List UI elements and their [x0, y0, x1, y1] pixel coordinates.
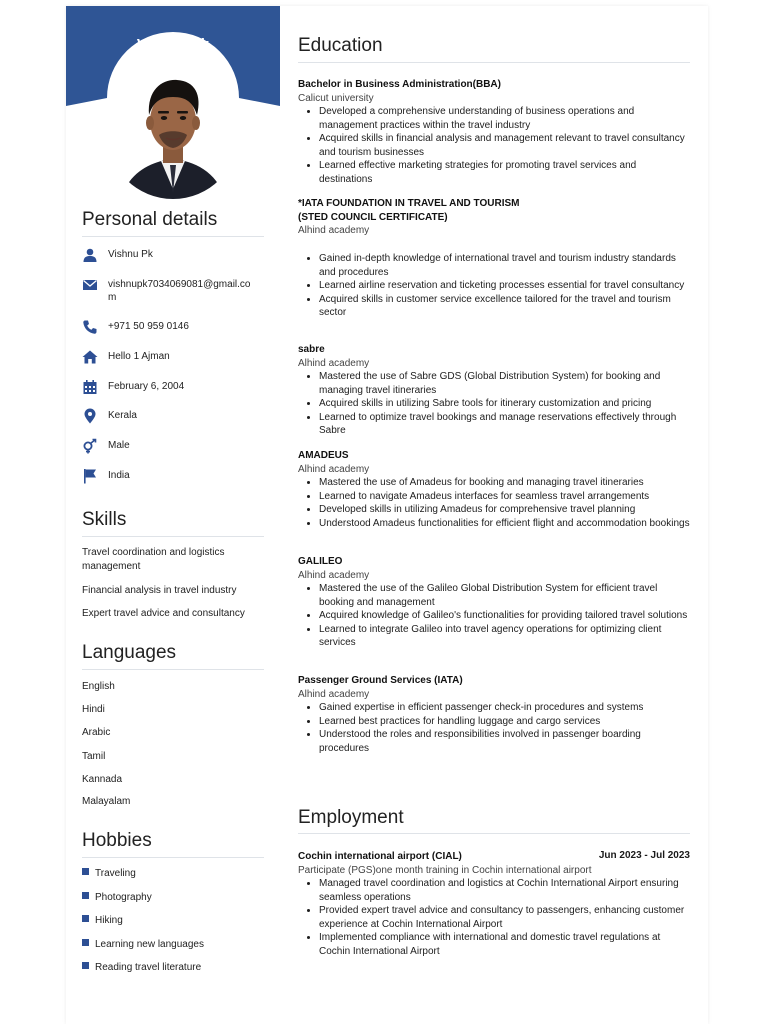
hobby-item [82, 868, 136, 879]
hobby-item [82, 892, 152, 903]
hobby-label: Traveling [95, 868, 136, 879]
entry-title: sabre [298, 344, 325, 355]
entry-title: AMADEUS [298, 450, 349, 461]
employment-heading: Employment [298, 807, 404, 828]
personal-detail-text: February 6, 2004 [108, 381, 185, 392]
home-icon [82, 349, 98, 365]
section-divider [82, 669, 264, 670]
bullet-item: • Developed skills in utilizing Amadeus for comprehensive travel planning [319, 503, 690, 517]
bullet-item: • Learned effective marketing strategies for promoting travel services and destinations [319, 159, 690, 186]
bullet-item: • Learned to optimize travel bookings and manage reservations effectively through Sabre [319, 411, 690, 438]
bullet-item: • Developed a comprehensive understanding of business operations and management practices within the travel industry [319, 105, 690, 132]
mail-icon [82, 277, 98, 293]
hobby-label: Photography [95, 892, 152, 903]
entry-title: *IATA FOUNDATION IN TRAVEL AND TOURISM (STED COUNCIL CERTIFICATE) [298, 198, 520, 223]
bullet-item: • Learned best practices for handling luggage and cargo services [319, 715, 690, 729]
bullet-item: • Mastered the use of the Galileo Global Distribution System for efficient travel booking and management [319, 582, 690, 609]
sidebar [66, 6, 280, 1024]
entry-title: GALILEO [298, 556, 343, 567]
entry-bullets [298, 701, 690, 755]
education-entry [298, 343, 690, 438]
entry-bullets [298, 582, 690, 650]
personal-detail-text: Kerala [108, 410, 137, 421]
hobby-item [82, 915, 123, 926]
bullet-item: • Acquired skills in utilizing Sabre tools for itinerary customization and pricing [319, 397, 690, 411]
phone-icon [82, 319, 98, 335]
entry-dates: Jun 2023 - Jul 2023 [598, 850, 690, 861]
personal-detail-text: Hello 1 Ajman [108, 351, 170, 362]
bullet-item: • Acquired knowledge of Galileo's functionalities for providing tailored travel solutions [319, 609, 690, 623]
education-heading: Education [298, 35, 383, 56]
entry-bullets [298, 476, 690, 530]
hobby-item [82, 939, 204, 950]
bullet-item: • Understood Amadeus functionalities for efficient flight and accommodation bookings [319, 517, 690, 531]
skill-item: Expert travel advice and consultancy [82, 608, 245, 619]
entry-subtitle: Calicut university [298, 92, 374, 104]
entry-bullets [298, 252, 690, 320]
education-entry [298, 197, 528, 238]
personal-details-heading: Personal details [82, 209, 218, 230]
section-divider [82, 236, 264, 237]
entry-subtitle: Alhind academy [298, 463, 370, 475]
hobby-item [82, 962, 201, 973]
entry-bullets [298, 877, 690, 959]
section-divider [298, 62, 690, 63]
personal-detail-text: +971 50 959 0146 [108, 321, 189, 332]
bullet-item: • Learned airline reservation and ticketing processes essential for travel consultancy [319, 279, 690, 293]
bullet-square-icon [82, 915, 89, 922]
bullet-square-icon [82, 868, 89, 875]
education-entry [298, 449, 690, 530]
resume-name: Vishnu Pk [136, 36, 210, 53]
bullet-item: • Implemented compliance with international and domestic travel regulations at Cochin International Airport [319, 931, 690, 958]
bullet-item: • Acquired skills in financial analysis and management relevant to travel consultancy and tourism businesses [319, 132, 690, 159]
person-icon [82, 247, 98, 263]
section-divider [82, 857, 264, 858]
hobbies-heading: Hobbies [82, 830, 152, 851]
personal-detail-text: India [108, 470, 130, 481]
education-entry [298, 78, 690, 187]
employment-entry [298, 850, 690, 959]
language-item: Tamil [82, 751, 106, 762]
bullet-square-icon [82, 892, 89, 899]
language-item: Malayalam [82, 796, 131, 807]
entry-subtitle: Alhind academy [298, 569, 370, 581]
bullet-item: • Understood the roles and responsibilities involved in passenger boarding procedures [319, 728, 690, 755]
language-item: Hindi [82, 704, 105, 715]
section-divider [82, 536, 264, 537]
personal-detail-text: Vishnu Pk [108, 249, 153, 260]
skill-item: Financial analysis in travel industry [82, 585, 237, 596]
entry-title: Cochin international airport (CIAL) [298, 851, 462, 862]
entry-title: Bachelor in Business Administration(BBA) [298, 79, 501, 90]
bullet-item: • Gained expertise in efficient passenger check-in procedures and systems [319, 701, 690, 715]
hobby-label: Reading travel literature [95, 962, 202, 973]
entry-subtitle: Participate (PGS)one month training in Cochin international airport [298, 864, 592, 876]
bullet-item: • Learned to integrate Galileo into travel agency operations for optimizing client services [319, 623, 690, 650]
education-entry-bullets [298, 252, 690, 320]
bullet-square-icon [82, 962, 89, 969]
skill-item: Travel coordination and logistics management [82, 547, 225, 572]
personal-detail-text: vishnupk7034069081@gmail.com [108, 279, 251, 303]
profile-photo [107, 67, 239, 199]
bullet-item: • Mastered the use of Amadeus for booking and managing travel itineraries [319, 476, 690, 490]
bullet-item: • Gained in-depth knowledge of international travel and tourism industry standards and procedures [319, 252, 690, 279]
language-item: Kannada [82, 774, 123, 785]
languages-heading: Languages [82, 642, 177, 663]
entry-bullets [298, 105, 690, 187]
entry-subtitle: Alhind academy [298, 225, 370, 236]
bullet-item: • Mastered the use of Sabre GDS (Global Distribution System) for booking and managing travel itineraries [319, 370, 690, 397]
flag-icon [82, 468, 98, 484]
personal-detail-text: Male [108, 440, 130, 451]
entry-subtitle: Alhind academy [298, 357, 370, 369]
language-item: English [82, 681, 115, 692]
entry-title: Passenger Ground Services (IATA) [298, 675, 463, 686]
bullet-item: • Managed travel coordination and logistics at Cochin International Airport ensuring seamless operations [319, 877, 690, 904]
bullet-item: • Acquired skills in customer service excellence tailored for the travel and tourism sector [319, 293, 690, 320]
location-pin-icon [82, 408, 98, 424]
bullet-item: • Provided expert travel advice and consultancy to passengers, enhancing customer experience at Cochin International Airport [319, 904, 690, 931]
bullet-item: • Learned to navigate Amadeus interfaces for seamless travel arrangements [319, 490, 690, 504]
calendar-icon [82, 379, 98, 395]
bullet-square-icon [82, 939, 89, 946]
section-divider [298, 833, 690, 834]
skills-heading: Skills [82, 509, 127, 530]
hobby-label: Hiking [95, 915, 123, 926]
resume-page [66, 6, 708, 1024]
language-item: Arabic [82, 727, 111, 738]
education-entry [298, 674, 690, 755]
entry-bullets [298, 370, 690, 438]
gender-icon [82, 438, 98, 454]
education-entry [298, 555, 690, 650]
entry-subtitle: Alhind academy [298, 688, 370, 700]
hobby-label: Learning new languages [95, 939, 204, 950]
